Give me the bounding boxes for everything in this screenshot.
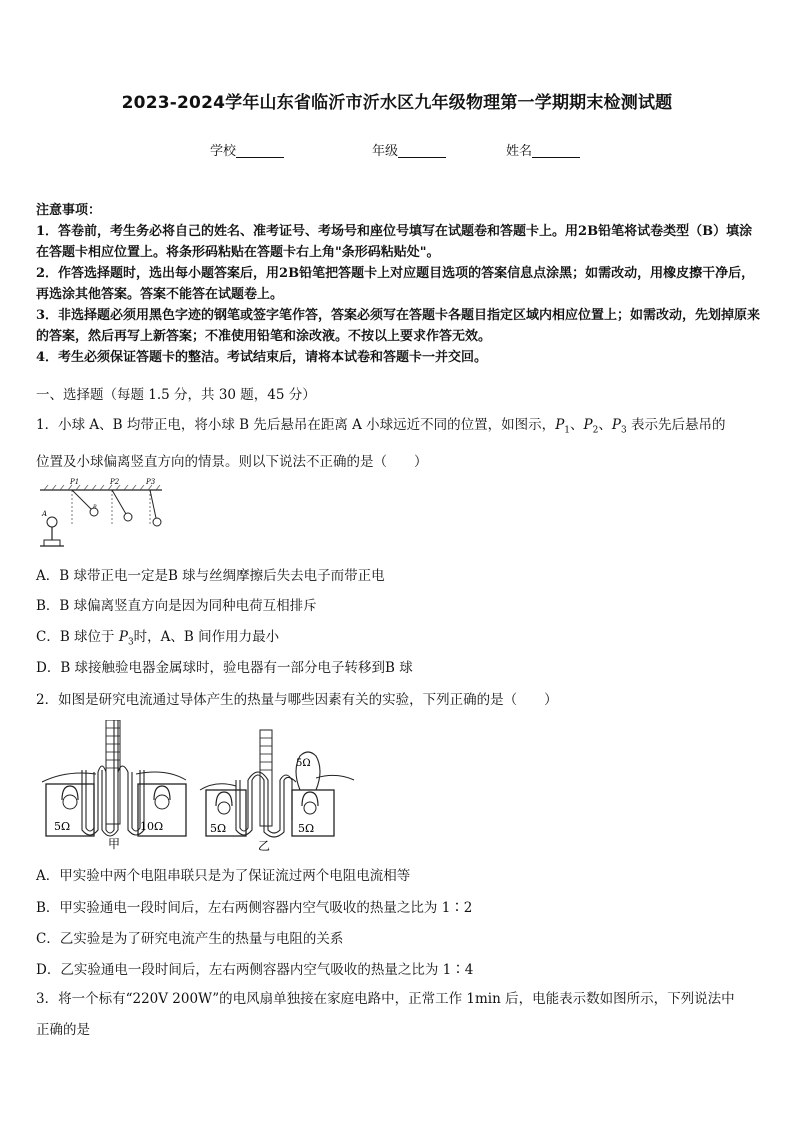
q2-option-b[interactable]: B．甲实验通电一段时间后，左右两侧容器内空气吸收的热量之比为 1∶2: [36, 900, 473, 916]
q1-option-b[interactable]: B．B 球偏离竖直方向是因为同种电荷互相排斥: [36, 598, 317, 614]
q2-apparatus-jia: [42, 720, 186, 851]
notice-item-1: 1．答卷前，考生务必将自己的姓名、准考证号、考场号和座位号填写在试题卷和答题卡上。用2B铅笔将试卷类型（B）填涂在答题卡相应位置上。将条形码粘贴在答题卡右上角"条形码粘贴处"。: [36, 224, 753, 260]
q2-figure: [36, 720, 366, 852]
q1-p2: P: [583, 417, 593, 433]
q1-option-c-post: 时，A、B 间作用力最小: [133, 629, 280, 645]
q2-apparatus-yi: [200, 730, 354, 852]
page-title: 2023-2024学年山东省临沂市沂水区九年级物理第一学期期末检测试题: [121, 93, 673, 113]
ball-b-p2: [124, 513, 132, 521]
q1-option-c[interactable]: [36, 625, 279, 648]
q1-fig-label-b: B: [93, 504, 97, 510]
q2-option-a[interactable]: A．甲实验中两个电阻串联只是为了保证流过两个电阻电流相等: [36, 868, 411, 884]
question-3-stem: [36, 984, 762, 1046]
q1-fig-label-a: A: [42, 510, 48, 518]
q1-p3: P: [611, 417, 621, 433]
q1-option-a[interactable]: A．B 球带正电一定是B 球与丝绸摩擦后失去电子而带正电: [36, 568, 385, 584]
q1-fig-label-p1: P1: [70, 478, 80, 486]
name-label: 姓名: [506, 144, 533, 159]
q3-stem-a: 3．将一个标有“220V 200W”的电风扇单独接在家庭电路中，正常工作 1min 后，电能表示数如图所示，下列说法中: [36, 991, 735, 1007]
grade-blank[interactable]: [398, 143, 446, 158]
notice-block: [36, 200, 762, 368]
q1-stem-b: 表示先后悬吊的: [626, 417, 726, 433]
q1-p2-sub: 2: [592, 425, 599, 436]
q1-stem-c: 位置及小球偏离竖直方向的情景。则以下说法不正确的是（ ）: [36, 453, 428, 470]
notice-item-4: 4．考生必须保证答题卡的整洁。考试结束后，请将本试卷和答题卡一并交回。: [36, 350, 488, 365]
q1-fig-label-p2: P2: [110, 478, 120, 486]
yi-label: 乙: [258, 839, 271, 852]
ball-a: [47, 517, 57, 527]
school-label: 学校: [210, 144, 237, 159]
section-heading: [36, 380, 762, 411]
q1-sep1: 、: [570, 417, 584, 433]
ball-b-p3: [153, 518, 161, 526]
notice-item-2: 2．作答选择题时，选出每小题答案后，用2B铅笔把答题卡上对应题目选项的答案信息点涂黑；如需改动，用橡皮擦干净后，再选涂其他答案。答案不能答在试题卷上。: [36, 266, 755, 302]
yi-left-resistor: 5Ω: [210, 822, 227, 835]
school-field[interactable]: [210, 140, 284, 159]
q1-figure: [30, 476, 170, 552]
q2-option-d[interactable]: D．乙实验通电一段时间后，左右两侧容器内空气吸收的热量之比为 1∶4: [36, 962, 474, 978]
question-1-stem: [36, 410, 762, 478]
name-field[interactable]: [506, 140, 580, 159]
question-2-stem: 2．如图是研究电流通过导体产生的热量与哪些因素有关的实验，下列正确的是（ ）: [36, 692, 558, 708]
yi-right-resistor: 5Ω: [298, 822, 315, 835]
q1-p1: P: [555, 417, 565, 433]
q1-fig-label-p3: P3: [146, 478, 156, 486]
jia-label: 甲: [108, 837, 121, 851]
jia-right-resistor: 10Ω: [140, 820, 164, 833]
section-1-title: 一、选择题（每题 1.5 分，共 30 题，45 分）: [36, 387, 316, 403]
q1-stem-a: 1．小球 A、B 均带正电，将小球 B 先后悬吊在距离 A 小球远近不同的位置，如图示，: [36, 417, 556, 433]
q1-option-c-pre: C．B 球位于: [36, 629, 119, 645]
q1-sep2: 、: [598, 417, 612, 433]
q1-option-c-p: P: [118, 629, 128, 645]
notice-item-3: 3．非选择题必须用黑色字迹的钢笔或签字笔作答，答案必须写在答题卡各题目指定区域内相应位置上；如需改动，先划掉原来的答案，然后再写上新答案；不准使用铅笔和涂改液。不按以上要求作答无效。: [36, 308, 761, 344]
yi-top-resistor: 5Ω: [296, 758, 311, 769]
jia-left-resistor: 5Ω: [54, 820, 71, 833]
school-blank[interactable]: [236, 143, 284, 158]
q1-p1-sub: 1: [564, 425, 571, 436]
q1-option-c-sub: 3: [127, 637, 134, 648]
q1-option-d[interactable]: D．B 球接触验电器金属球时，验电器有一部分电子转移到B 球: [36, 660, 413, 676]
name-blank[interactable]: [532, 143, 580, 158]
notice-heading: 注意事项：: [36, 203, 102, 218]
q2-option-c[interactable]: C．乙实验是为了研究电流产生的热量与电阻的关系: [36, 931, 344, 947]
grade-field[interactable]: [372, 140, 446, 159]
q3-stem-b: 正确的是: [36, 1022, 90, 1038]
grade-label: 年级: [372, 144, 399, 159]
q1-p3-sub: 3: [620, 425, 627, 436]
student-info-fields: [0, 140, 794, 162]
